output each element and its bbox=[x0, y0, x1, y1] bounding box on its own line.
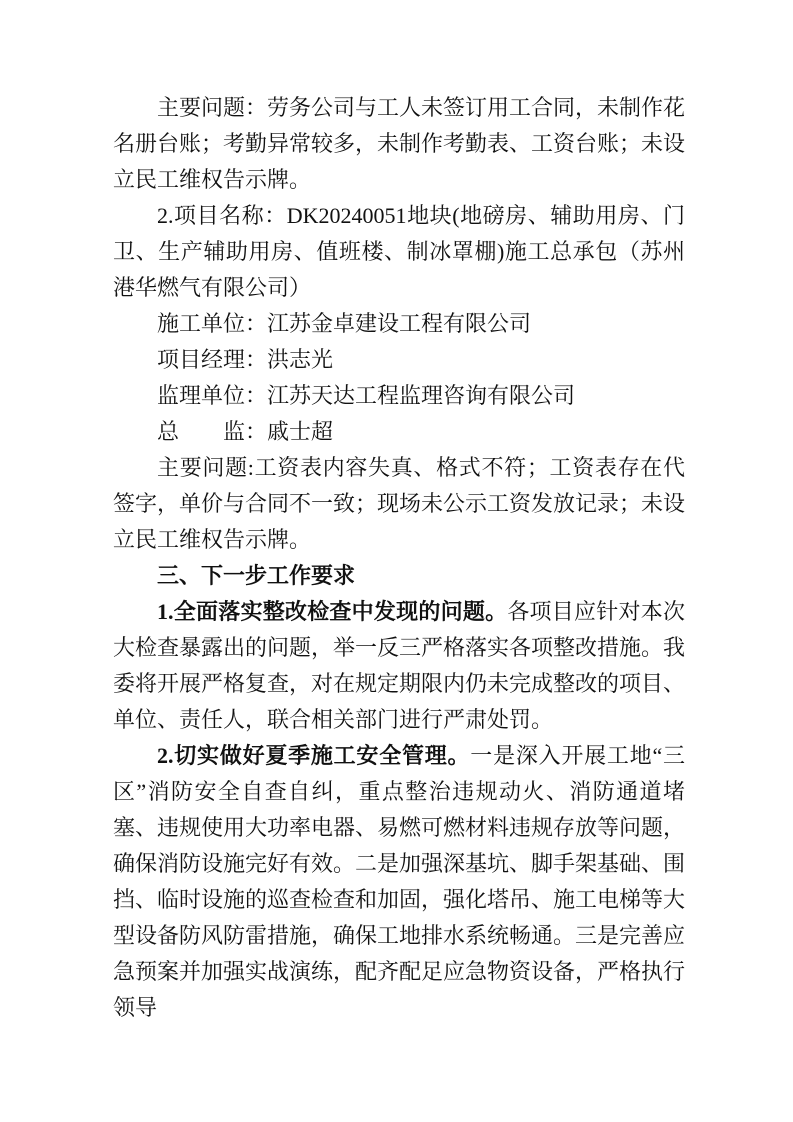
paragraph-text: 主要问题:工资表内容失真、格式不符；工资表存在代签字，单价与合同不一致；现场未公示工资发放记录；未设立民工维权告示牌。 bbox=[113, 455, 686, 552]
heading-text: 三、下一步工作要求 bbox=[157, 563, 356, 588]
line-project-manager bbox=[113, 342, 685, 378]
paragraph-bold-lead: 2.切实做好夏季施工安全管理。 bbox=[157, 743, 471, 768]
paragraph-text: 2.项目名称：DK20240051地块(地磅房、辅助用房、门卫、生产辅助用房、值班楼、制冰罩棚)施工总承包（苏州港华燃气有限公司） bbox=[113, 203, 685, 300]
paragraph-text: 总 监：戚士超 bbox=[157, 419, 334, 444]
paragraph-text: 一是深入开展工地“三区”消防安全自查自纠，重点整治违规动火、消防通道堵塞、违规使用大功率电器、易燃可燃材料违规存放等问题，确保消防设施完好有效。二是加强深基坑、脚手架基础、围挡、临时设施的巡查检查和加固，强化塔吊、施工电梯等大型设备防风防雷措施，确保工地排水系统畅通。三是完善应急预案并加强实战演练，配齐配足应急物资设备，严格执行领导 bbox=[113, 743, 686, 1020]
paragraph-main-issues-2 bbox=[113, 450, 685, 558]
paragraph-text: 项目经理：洪志光 bbox=[157, 347, 334, 372]
line-construction-unit bbox=[113, 306, 685, 342]
paragraph-main-issues-1 bbox=[113, 90, 685, 198]
paragraph-text: 主要问题：劳务公司与工人未签订用工合同，未制作花名册台账；考勤异常较多，未制作考勤表、工资台账；未设立民工维权告示牌。 bbox=[113, 95, 686, 192]
line-chief-supervisor bbox=[113, 414, 685, 450]
heading-next-step-requirements bbox=[113, 558, 685, 594]
line-supervision-unit bbox=[113, 378, 685, 414]
paragraph-text: 施工单位：江苏金卓建设工程有限公司 bbox=[157, 311, 532, 336]
paragraph-text: 各项目应针对本次大检查暴露出的问题，举一反三严格落实各项整改措施。我委将开展严格复查，对在规定期限内仍未完成整改的项目、单位、责任人，联合相关部门进行严肃处罚。 bbox=[113, 599, 686, 732]
paragraph-bold-lead: 1.全面落实整改检查中发现的问题。 bbox=[157, 599, 508, 624]
paragraph-requirement-1 bbox=[113, 594, 685, 738]
paragraph-text: 监理单位：江苏天达工程监理咨询有限公司 bbox=[157, 383, 576, 408]
paragraph-requirement-2 bbox=[113, 738, 685, 1026]
paragraph-project-name-2 bbox=[113, 198, 685, 306]
